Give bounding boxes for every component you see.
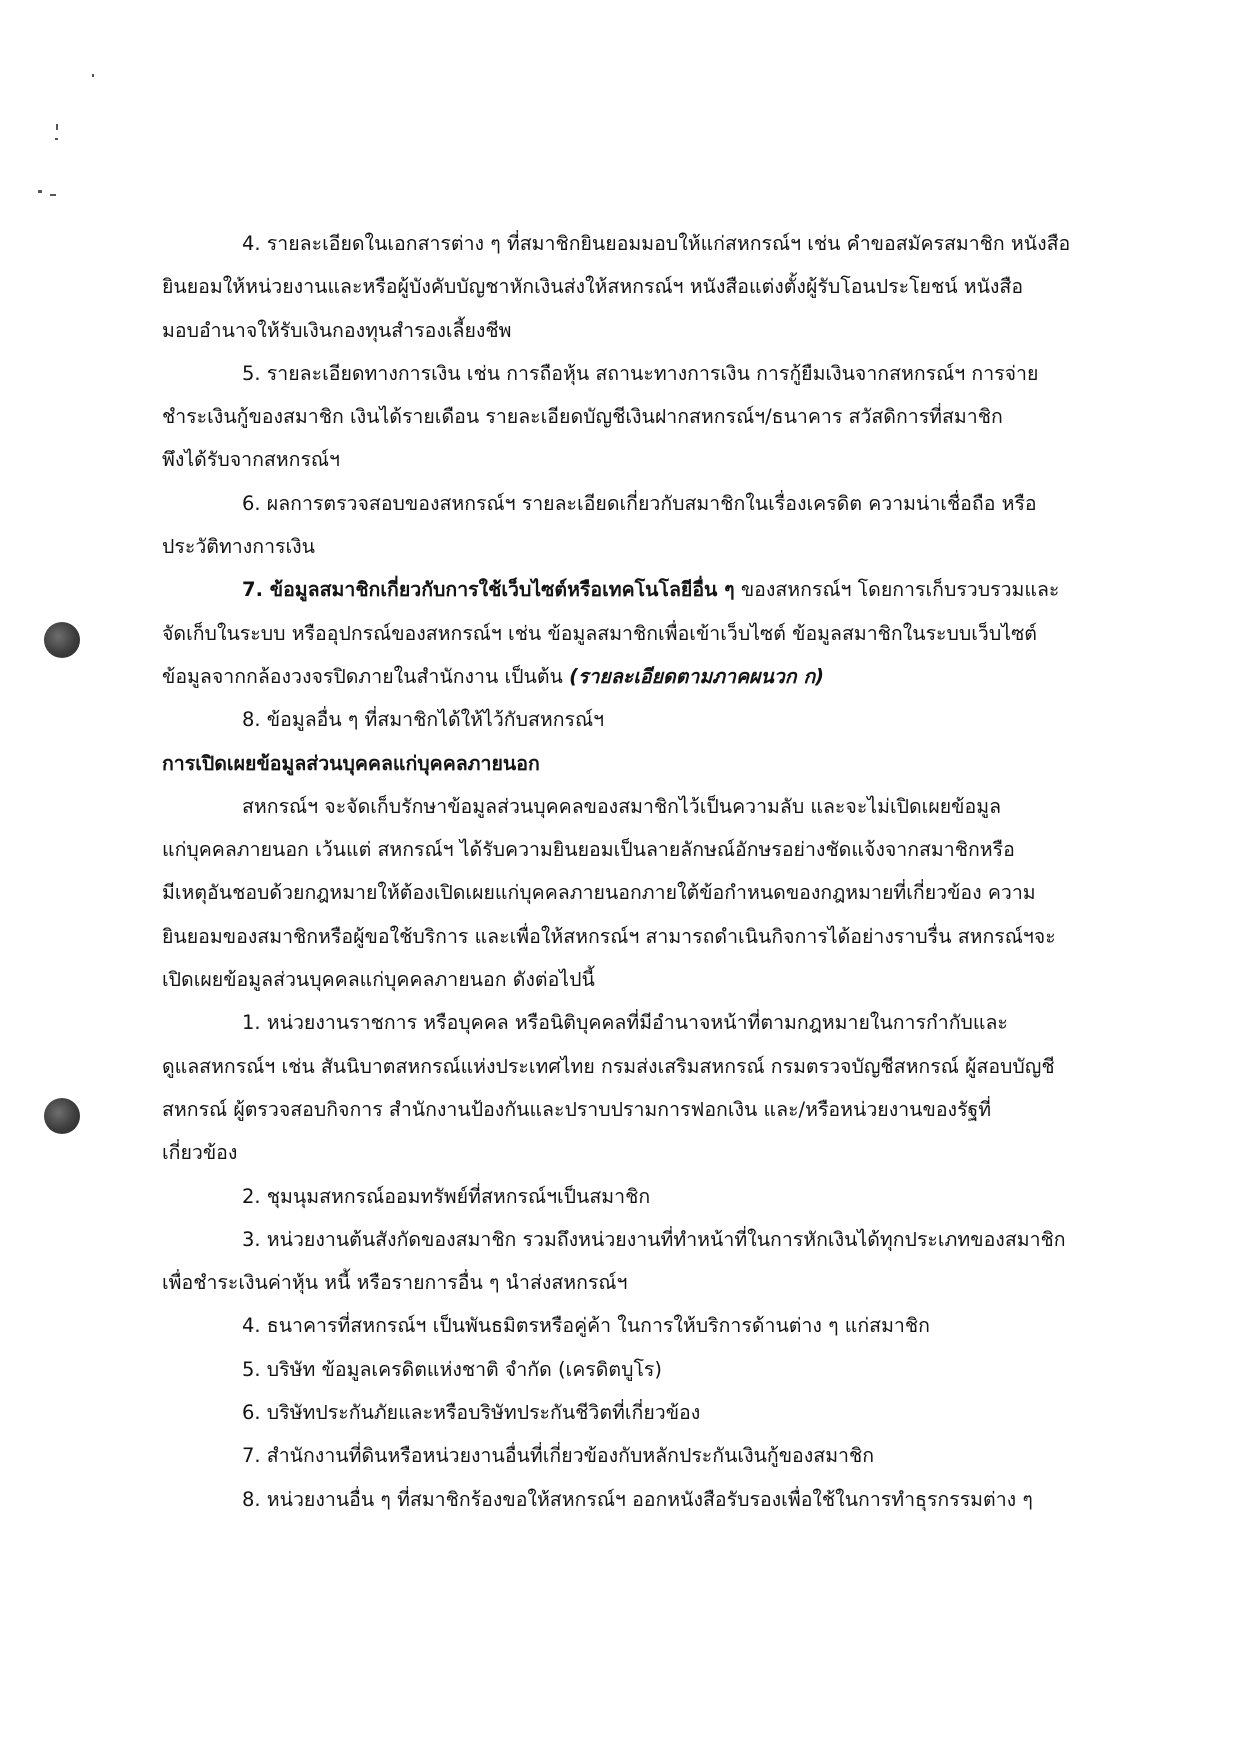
disclosure-item-8 <box>162 1478 1090 1521</box>
text-line: มอบอำนาจให้รับเงินกองทุนสำรองเลี้ยงชีพ <box>162 318 512 342</box>
text-line: 4. ธนาคารที่สหกรณ์ฯ เป็นพันธมิตรหรือคู่ค้า ในการให้บริการด้านต่าง ๆ แก่สมาชิก <box>242 1314 930 1338</box>
text-line: ชำระเงินกู้ของสมาชิก เงินได้รายเดือน รายละเอียดบัญชีเงินฝากสหกรณ์ฯ/ธนาคาร สวัสดิการที่สมาชิก <box>162 405 1003 429</box>
section-heading-text: การเปิดเผยข้อมูลส่วนบุคคลแก่บุคคลภายนอก <box>162 751 540 775</box>
text-line: มีเหตุอันชอบด้วยกฎหมายให้ต้องเปิดเผยแก่บุคคลภายนอกภายใต้ข้อกำหนดของกฎหมายที่เกี่ยวข้อง ความ <box>162 881 1036 905</box>
text-line <box>162 568 1090 611</box>
text-line: 5. บริษัท ข้อมูลเครดิตแห่งชาติ จำกัด (เครดิตบูโร) <box>242 1357 663 1381</box>
disclosure-item-5 <box>162 1348 1090 1391</box>
text-line: 8. ข้อมูลอื่น ๆ ที่สมาชิกได้ให้ไว้กับสหกรณ์ฯ <box>242 708 605 732</box>
text-line: 6. ผลการตรวจสอบของสหกรณ์ฯ รายละเอียดเกี่ยวกับสมาชิกในเรื่องเครดิต ความน่าเชื่อถือ หรือ <box>242 491 1037 515</box>
paragraph-item-8 <box>162 698 1090 741</box>
disclosure-item-4 <box>162 1304 1090 1347</box>
disclosure-intro-paragraph <box>162 785 1090 1001</box>
disclosure-item-3 <box>162 1218 1090 1305</box>
text-line: ยินยอมของสมาชิกหรือผู้ขอใช้บริการ และเพื่อให้สหกรณ์ฯ สามารถดำเนินกิจการได้อย่างราบรื่น สหกรณ์ฯจะ <box>162 924 1056 948</box>
text-line: 6. บริษัทประกันภัยและหรือบริษัทประกันชีวิตที่เกี่ยวข้อง <box>242 1401 701 1425</box>
text-line: เปิดเผยข้อมูลส่วนบุคคลแก่บุคคลภายนอก ดังต่อไปนี้ <box>162 968 595 992</box>
text-line: 5. รายละเอียดทางการเงิน เช่น การถือหุ้น สถานะทางการเงิน การกู้ยืมเงินจากสหกรณ์ฯ การจ่าย <box>242 361 1039 385</box>
text-line: 1. หน่วยงานราชการ หรือบุคคล หรือนิติบุคคลที่มีอำนาจหน้าที่ตามกฎหมายในการกำกับและ <box>242 1011 1008 1035</box>
disclosure-item-2 <box>162 1175 1090 1218</box>
disclosure-item-7 <box>162 1434 1090 1477</box>
paragraph-item-6 <box>162 482 1090 569</box>
text-line: เกี่ยวข้อง <box>162 1141 238 1165</box>
disclosure-item-1 <box>162 1001 1090 1174</box>
scan-artifact <box>50 194 56 196</box>
punch-hole <box>44 1098 80 1134</box>
scan-artifact <box>92 74 94 77</box>
text-line: แก่บุคคลภายนอก เว้นแต่ สหกรณ์ฯ ได้รับความยินยอมเป็นลายลักษณ์อักษรอย่างชัดแจ้งจากสมาชิกหรือ <box>162 838 1015 862</box>
scan-artifact <box>55 138 58 140</box>
text-line: เพื่อชำระเงินค่าหุ้น หนี้ หรือรายการอื่น ๆ นำส่งสหกรณ์ฯ <box>162 1271 628 1295</box>
text-line: จัดเก็บในระบบ หรืออุปกรณ์ของสหกรณ์ฯ เช่น ข้อมูลสมาชิกเพื่อเข้าเว็บไซต์ ข้อมูลสมาชิกในระบบเว็บไซต์ <box>162 621 1037 645</box>
text-run: ข้อมูลจากกล้องวงจรปิดภายในสำนักงาน เป็นต้น <box>162 664 570 688</box>
appendix-reference: (รายละเอียดตามภาคผนวก ก) <box>569 664 825 688</box>
text-line: สหกรณ์ ผู้ตรวจสอบกิจการ สำนักงานป้องกันและปราบปรามการฟอกเงิน และ/หรือหน่วยงานของรัฐที่ <box>162 1097 992 1121</box>
text-line: 7. สำนักงานที่ดินหรือหน่วยงานอื่นที่เกี่ยวข้องกับหลักประกันเงินกู้ของสมาชิก <box>242 1444 875 1468</box>
scan-artifact <box>38 190 42 193</box>
text-line: 8. หน่วยงานอื่น ๆ ที่สมาชิกร้องขอให้สหกรณ์ฯ ออกหนังสือรับรองเพื่อใช้ในการทำธุรกรรมต่าง ๆ <box>242 1487 1033 1511</box>
section-heading <box>162 742 1090 785</box>
scan-artifact <box>56 124 58 130</box>
disclosure-item-6 <box>162 1391 1090 1434</box>
text-run: ของสหกรณ์ฯ โดยการเก็บรวบรวมและ <box>734 578 1060 602</box>
text-line: ประวัติทางการเงิน <box>162 535 316 559</box>
text-line: พึงได้รับจากสหกรณ์ฯ <box>162 448 340 472</box>
text-line: 4. รายละเอียดในเอกสารต่าง ๆ ที่สมาชิกยินยอมมอบให้แก่สหกรณ์ฯ เช่น คำขอสมัครสมาชิก หนังสือ <box>242 232 1071 255</box>
paragraph-item-4 <box>162 222 1090 352</box>
bold-lead-text: 7. ข้อมูลสมาชิกเกี่ยวกับการใช้เว็บไซต์หรือเทคโนโลยีอื่น ๆ <box>242 578 735 602</box>
paragraph-item-5 <box>162 352 1090 482</box>
text-line: สหกรณ์ฯ จะจัดเก็บรักษาข้อมูลส่วนบุคคลของสมาชิกไว้เป็นความลับ และจะไม่เปิดเผยข้อมูล <box>242 794 1002 818</box>
text-line: 2. ชุมนุมสหกรณ์ออมทรัพย์ที่สหกรณ์ฯเป็นสมาชิก <box>242 1184 651 1208</box>
punch-hole <box>44 622 80 658</box>
text-line: 3. หน่วยงานต้นสังกัดของสมาชิก รวมถึงหน่วยงานที่ทำหน้าที่ในการหักเงินได้ทุกประเภทของสมาชิก <box>242 1227 1066 1251</box>
paragraph-item-7 <box>162 568 1090 698</box>
text-line <box>162 655 1090 698</box>
document-body <box>162 222 1090 1521</box>
text-line: ยินยอมให้หน่วยงานและหรือผู้บังคับบัญชาหักเงินส่งให้สหกรณ์ฯ หนังสือแต่งตั้งผู้รับโอนประโยชน์ หนังสือ <box>162 275 1024 299</box>
text-line: ดูแลสหกรณ์ฯ เช่น สันนิบาตสหกรณ์แห่งประเทศไทย กรมส่งเสริมสหกรณ์ กรมตรวจบัญชีสหกรณ์ ผู้สอบบัญชี <box>162 1054 1055 1078</box>
